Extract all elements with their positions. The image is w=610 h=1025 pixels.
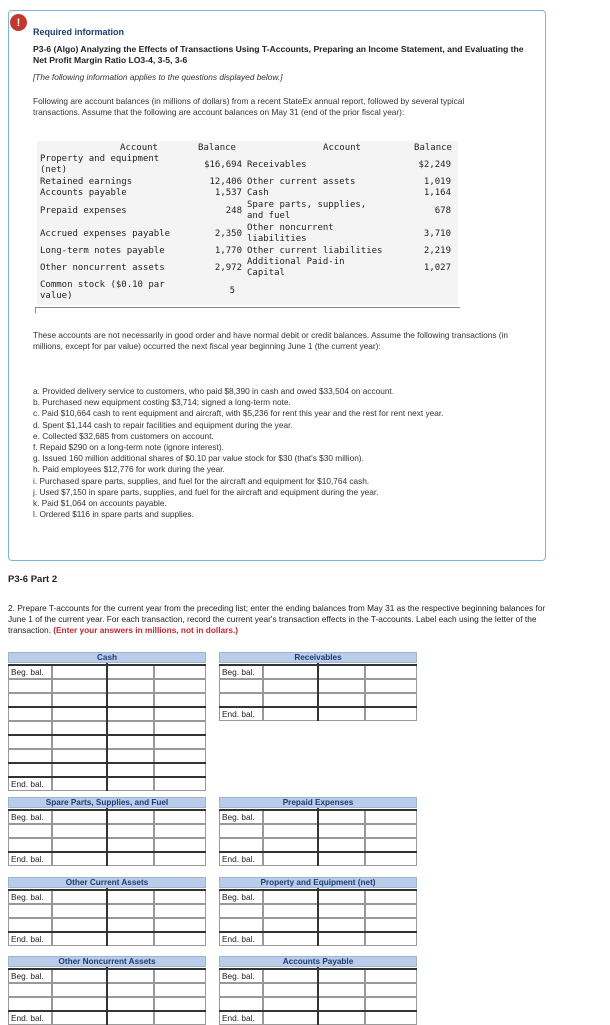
debit-amount-input[interactable] (263, 997, 318, 1011)
beg-bal-label: Beg. bal. (8, 890, 52, 904)
credit-ref-input[interactable] (107, 997, 154, 1011)
t-account-rule (219, 664, 417, 666)
t-account-cash (8, 652, 206, 788)
credit-amount-input[interactable] (365, 904, 417, 918)
credit-amount-input[interactable] (365, 707, 417, 721)
t-account-divider (317, 663, 319, 721)
list-item: f. Repaid $290 on a long-term note (ignore interest). (33, 442, 224, 453)
t-account-divider (106, 967, 108, 1025)
account-balance: 248 (225, 206, 242, 216)
list-item: a. Provided delivery service to customers, who paid $8,390 in cash and owed $33,504 on account. (33, 386, 395, 396)
debit-amount-input[interactable] (263, 890, 318, 904)
debit-amount-input[interactable] (52, 983, 107, 997)
debit-amount-input[interactable] (52, 918, 107, 932)
debit-ref-input[interactable] (8, 693, 52, 707)
debit-ref-input[interactable] (219, 679, 263, 693)
list-item: k. Paid $1,064 on accounts payable. (33, 498, 167, 509)
credit-amount-input[interactable] (154, 1011, 206, 1025)
problem-title: P3-6 (Algo) Analyzing the Effects of Transactions Using T-Accounts, Preparing an Income Statement, and Evaluating the Net Profit Margin Ratio LO3-4, 3-5, 3-6 (33, 44, 524, 65)
debit-amount-input[interactable] (263, 824, 318, 838)
credit-ref-input[interactable] (107, 777, 154, 791)
account-balance: 1,027 (423, 263, 451, 273)
account-name: Common stock ($0.10 par value) (40, 280, 165, 301)
t-account-other-current-assets (8, 877, 206, 943)
beg-bal-label: Beg. bal. (8, 969, 52, 983)
credit-ref-input[interactable] (107, 749, 154, 763)
account-name: Additional Paid-in Capital (247, 257, 345, 278)
debit-amount-input[interactable] (52, 1011, 107, 1025)
end-bal-label: End. bal. (219, 1011, 263, 1025)
credit-ref-input[interactable] (318, 693, 365, 707)
t-account-divider (317, 888, 319, 946)
credit-ref-input[interactable] (318, 838, 365, 852)
credit-amount-input[interactable] (154, 721, 206, 735)
t-account-spare-parts (8, 797, 206, 863)
t-account-rule (219, 931, 417, 933)
t-account-other-noncurrent-assets (8, 956, 206, 1024)
account-balance: 2,350 (214, 229, 242, 239)
debit-amount-input[interactable] (52, 838, 107, 852)
t-account-rule (8, 889, 206, 891)
credit-ref-input[interactable] (107, 983, 154, 997)
part-title: P3-6 Part 2 (8, 574, 58, 585)
debit-ref-input[interactable] (8, 918, 52, 932)
col-header-account-2: Account (323, 143, 361, 153)
credit-ref-input[interactable] (318, 679, 365, 693)
account-name: Other noncurrent liabilities (247, 223, 334, 244)
debit-ref-input[interactable] (219, 983, 263, 997)
credit-ref-input[interactable] (318, 707, 365, 721)
account-name: Accounts payable (40, 188, 127, 198)
credit-amount-input[interactable] (365, 810, 417, 824)
debit-ref-input[interactable] (8, 721, 52, 735)
beg-bal-label: Beg. bal. (219, 810, 263, 824)
credit-amount-input[interactable] (365, 838, 417, 852)
debit-amount-input[interactable] (263, 983, 318, 997)
t-account-rule (8, 851, 206, 853)
debit-ref-input[interactable] (219, 824, 263, 838)
credit-ref-input[interactable] (318, 904, 365, 918)
credit-amount-input[interactable] (154, 918, 206, 932)
account-name: Prepaid expenses (40, 206, 127, 216)
t-account-rule (8, 706, 206, 708)
debit-amount-input[interactable] (263, 918, 318, 932)
account-balance: 2,219 (423, 246, 451, 256)
credit-amount-input[interactable] (365, 679, 417, 693)
t-account-rule (8, 968, 206, 970)
t-account-divider (106, 663, 108, 791)
end-bal-label: End. bal. (8, 1011, 52, 1025)
credit-amount-input[interactable] (154, 904, 206, 918)
credit-ref-input[interactable] (107, 904, 154, 918)
credit-ref-input[interactable] (107, 693, 154, 707)
list-item: c. Paid $10,664 cash to rent equipment and aircraft, with $5,236 for rent this year and the rest for rent next year. (33, 408, 444, 419)
debit-ref-input[interactable] (8, 997, 52, 1011)
debit-amount-input[interactable] (52, 665, 107, 679)
t-account-title: Property and Equipment (net) (219, 877, 417, 888)
debit-amount-input[interactable] (263, 838, 318, 852)
credit-amount-input[interactable] (154, 824, 206, 838)
credit-ref-input[interactable] (318, 665, 365, 679)
t-account-prepaid-expenses (219, 797, 417, 863)
credit-amount-input[interactable] (365, 890, 417, 904)
credit-ref-input[interactable] (318, 1011, 365, 1025)
credit-ref-input[interactable] (107, 679, 154, 693)
debit-amount-input[interactable] (52, 721, 107, 735)
credit-amount-input[interactable] (365, 983, 417, 997)
debit-ref-input[interactable] (219, 997, 263, 1011)
t-account-rule (8, 809, 206, 811)
debit-ref-input[interactable] (8, 824, 52, 838)
credit-ref-input[interactable] (107, 665, 154, 679)
credit-amount-input[interactable] (154, 735, 206, 749)
debit-ref-input[interactable] (8, 983, 52, 997)
debit-amount-input[interactable] (52, 777, 107, 791)
credit-amount-input[interactable] (154, 890, 206, 904)
beg-bal-label: Beg. bal. (219, 969, 263, 983)
list-item: g. Issued 160 million additional shares of $0.10 par value stock for $30 (that's $30 million). (33, 453, 364, 464)
account-balance: 2,972 (214, 263, 242, 273)
credit-ref-input[interactable] (318, 810, 365, 824)
divider (35, 307, 460, 308)
account-balance: 678 (434, 206, 451, 216)
t-account-rule (219, 1010, 417, 1012)
debit-amount-input[interactable] (52, 679, 107, 693)
debit-amount-input[interactable] (52, 749, 107, 763)
account-name: Accrued expenses payable (40, 229, 171, 239)
account-name: Spare parts, supplies, and fuel (247, 200, 367, 221)
t-account-divider (317, 967, 319, 1025)
credit-ref-input[interactable] (107, 890, 154, 904)
t-account-rule (219, 706, 417, 708)
credit-amount-input[interactable] (154, 852, 206, 866)
account-name: Property and equipment (net) (40, 154, 160, 175)
debit-amount-input[interactable] (263, 904, 318, 918)
credit-ref-input[interactable] (107, 824, 154, 838)
account-name: Retained earnings (40, 177, 133, 187)
debit-ref-input[interactable] (8, 749, 52, 763)
question-text (8, 603, 548, 636)
t-account-divider (106, 808, 108, 866)
required-info-label: Required information (33, 27, 125, 37)
list-item: i. Purchased spare parts, supplies, and fuel for the aircraft and equipment for $10,764 cash. (33, 475, 370, 486)
credit-amount-input[interactable] (365, 693, 417, 707)
beg-bal-label: Beg. bal. (8, 810, 52, 824)
debit-amount-input[interactable] (263, 1011, 318, 1025)
t-account-rule (8, 776, 206, 778)
divider-tick (35, 307, 36, 313)
credit-ref-input[interactable] (318, 890, 365, 904)
list-item: b. Purchased new equipment costing $3,714; signed a long-term note. (33, 397, 291, 408)
credit-ref-input[interactable] (107, 852, 154, 866)
debit-amount-input[interactable] (263, 969, 318, 983)
debit-amount-input[interactable] (52, 969, 107, 983)
account-balance: $2,249 (418, 160, 451, 170)
col-header-balance: Balance (198, 143, 236, 153)
t-account-accounts-payable (219, 956, 417, 1024)
account-balance: 1,164 (423, 188, 451, 198)
t-account-rule (8, 762, 206, 764)
t-account-rule (219, 968, 417, 970)
debit-amount-input[interactable] (263, 693, 318, 707)
credit-amount-input[interactable] (365, 852, 417, 866)
t-account-title: Accounts Payable (219, 956, 417, 967)
t-account-title: Other Noncurrent Assets (8, 956, 206, 967)
account-balance: 3,710 (423, 229, 451, 239)
debit-amount-input[interactable] (263, 707, 318, 721)
t-account-divider (106, 888, 108, 946)
credit-amount-input[interactable] (154, 679, 206, 693)
account-name: Other current liabilities (247, 246, 383, 256)
debit-amount-input[interactable] (263, 852, 318, 866)
account-balance: 1,019 (423, 177, 451, 187)
list-item: l. Ordered $116 in spare parts and supplies. (33, 509, 194, 520)
t-account-rule (219, 851, 417, 853)
credit-amount-input[interactable] (365, 918, 417, 932)
debit-ref-input[interactable] (8, 707, 52, 721)
list-item: e. Collected $32,685 from customers on account. (33, 430, 214, 441)
credit-amount-input[interactable] (154, 707, 206, 721)
credit-amount-input[interactable] (154, 838, 206, 852)
account-balance: 1,537 (214, 188, 242, 198)
credit-ref-input[interactable] (107, 918, 154, 932)
t-account-title: Receivables (219, 652, 417, 663)
credit-amount-input[interactable] (154, 932, 206, 946)
debit-ref-input[interactable] (8, 735, 52, 749)
debit-amount-input[interactable] (52, 824, 107, 838)
credit-ref-input[interactable] (107, 763, 154, 777)
beg-bal-label: Beg. bal. (8, 665, 52, 679)
t-account-rule (8, 1010, 206, 1012)
t-account-rule (8, 734, 206, 736)
credit-ref-input[interactable] (318, 932, 365, 946)
t-account-title: Other Current Assets (8, 877, 206, 888)
account-name: Other current assets (247, 177, 356, 187)
credit-amount-input[interactable] (365, 932, 417, 946)
credit-amount-input[interactable] (365, 969, 417, 983)
account-name: Receivables (247, 160, 307, 170)
account-balance: 5 (229, 286, 235, 296)
credit-amount-input[interactable] (154, 810, 206, 824)
credit-amount-input[interactable] (154, 777, 206, 791)
t-account-rule (219, 889, 417, 891)
debit-ref-input[interactable] (8, 679, 52, 693)
account-name: Other noncurrent assets (40, 263, 165, 273)
credit-ref-input[interactable] (107, 932, 154, 946)
credit-amount-input[interactable] (154, 969, 206, 983)
debit-amount-input[interactable] (263, 665, 318, 679)
debit-amount-input[interactable] (52, 852, 107, 866)
t-account-title: Cash (8, 652, 206, 663)
debit-amount-input[interactable] (52, 735, 107, 749)
credit-ref-input[interactable] (107, 969, 154, 983)
debit-amount-input[interactable] (263, 810, 318, 824)
credit-ref-input[interactable] (318, 852, 365, 866)
end-bal-label: End. bal. (8, 932, 52, 946)
end-bal-label: End. bal. (219, 852, 263, 866)
credit-amount-input[interactable] (365, 824, 417, 838)
info-note: [The following information applies to the questions displayed below.] (33, 72, 283, 82)
debit-amount-input[interactable] (263, 932, 318, 946)
end-bal-label: End. bal. (219, 707, 263, 721)
debit-ref-input[interactable] (219, 904, 263, 918)
credit-ref-input[interactable] (107, 838, 154, 852)
t-account-rule (8, 931, 206, 933)
debit-amount-input[interactable] (52, 890, 107, 904)
debit-amount-input[interactable] (52, 932, 107, 946)
debit-ref-input[interactable] (8, 763, 52, 777)
list-item: d. Spent $1,144 cash to repair facilities and equipment during the year. (33, 419, 293, 430)
debit-ref-input[interactable] (8, 838, 52, 852)
credit-ref-input[interactable] (318, 983, 365, 997)
credit-ref-input[interactable] (107, 1011, 154, 1025)
account-balances-table (37, 141, 458, 305)
account-balance: 1,770 (214, 246, 242, 256)
credit-amount-input[interactable] (154, 763, 206, 777)
t-account-divider (317, 808, 319, 866)
credit-ref-input[interactable] (318, 918, 365, 932)
credit-amount-input[interactable] (154, 983, 206, 997)
credit-amount-input[interactable] (154, 665, 206, 679)
debit-ref-input[interactable] (219, 918, 263, 932)
debit-amount-input[interactable] (52, 707, 107, 721)
t-account-rule (8, 664, 206, 666)
credit-amount-input[interactable] (365, 665, 417, 679)
transaction-list (33, 386, 523, 520)
credit-amount-input[interactable] (365, 997, 417, 1011)
credit-amount-input[interactable] (154, 997, 206, 1011)
account-name: Long-term notes payable (40, 246, 165, 256)
account-balance: $16,694 (204, 160, 242, 170)
t-account-title: Spare Parts, Supplies, and Fuel (8, 797, 206, 808)
credit-ref-input[interactable] (318, 824, 365, 838)
list-item: j. Used $7,150 in spare parts, supplies, and fuel for the aircraft and equipment during the year. (33, 486, 379, 497)
credit-ref-input[interactable] (107, 707, 154, 721)
debit-ref-input[interactable] (219, 838, 263, 852)
question-body: 2. Prepare T-accounts for the current year from the preceding list; enter the ending balances from May 31 as the respective beginning balances for June 1 of the current year. For each transaction, record the current year's transaction effects in the T-accounts. Label each using the letter of the transaction. (8, 603, 546, 635)
t-account-receivables (219, 652, 417, 722)
t-account-rule (219, 809, 417, 811)
debit-amount-input[interactable] (52, 810, 107, 824)
alert-icon: ! (10, 14, 27, 31)
beg-bal-label: Beg. bal. (219, 890, 263, 904)
assumption-paragraph: These accounts are not necessarily in good order and have normal debit or credit balances. Assume the following transactions (in millions, except for par value) occurred the next fiscal year beginning June 1 (the current year): (33, 330, 509, 351)
debit-amount-input[interactable] (263, 679, 318, 693)
account-name: Cash (247, 188, 269, 198)
account-balance: 12,406 (209, 177, 242, 187)
credit-ref-input[interactable] (318, 997, 365, 1011)
col-header-balance-2: Balance (414, 143, 452, 153)
beg-bal-label: Beg. bal. (219, 665, 263, 679)
debit-ref-input[interactable] (8, 904, 52, 918)
debit-amount-input[interactable] (52, 763, 107, 777)
end-bal-label: End. bal. (8, 852, 52, 866)
end-bal-label: End. bal. (219, 932, 263, 946)
list-item: h. Paid employees $12,776 for work during the year. (33, 464, 225, 475)
credit-amount-input[interactable] (154, 693, 206, 707)
credit-amount-input[interactable] (154, 749, 206, 763)
t-account-title: Prepaid Expenses (219, 797, 417, 808)
credit-ref-input[interactable] (318, 969, 365, 983)
debit-amount-input[interactable] (52, 997, 107, 1011)
intro-text: Following are account balances (in millions of dollars) from a recent StateEx annual report, followed by several typical transactions. Assume that the following are account balances on May 31 (end of the prior fiscal year): (33, 96, 465, 117)
credit-ref-input[interactable] (107, 721, 154, 735)
credit-amount-input[interactable] (365, 1011, 417, 1025)
col-header-account: Account (120, 143, 158, 153)
debit-amount-input[interactable] (52, 904, 107, 918)
debit-amount-input[interactable] (52, 693, 107, 707)
debit-ref-input[interactable] (219, 693, 263, 707)
end-bal-label: End. bal. (8, 777, 52, 791)
answer-units-note: (Enter your answers in millions, not in dollars.) (53, 625, 239, 635)
credit-ref-input[interactable] (107, 735, 154, 749)
t-account-property-equipment (219, 877, 417, 943)
credit-ref-input[interactable] (107, 810, 154, 824)
